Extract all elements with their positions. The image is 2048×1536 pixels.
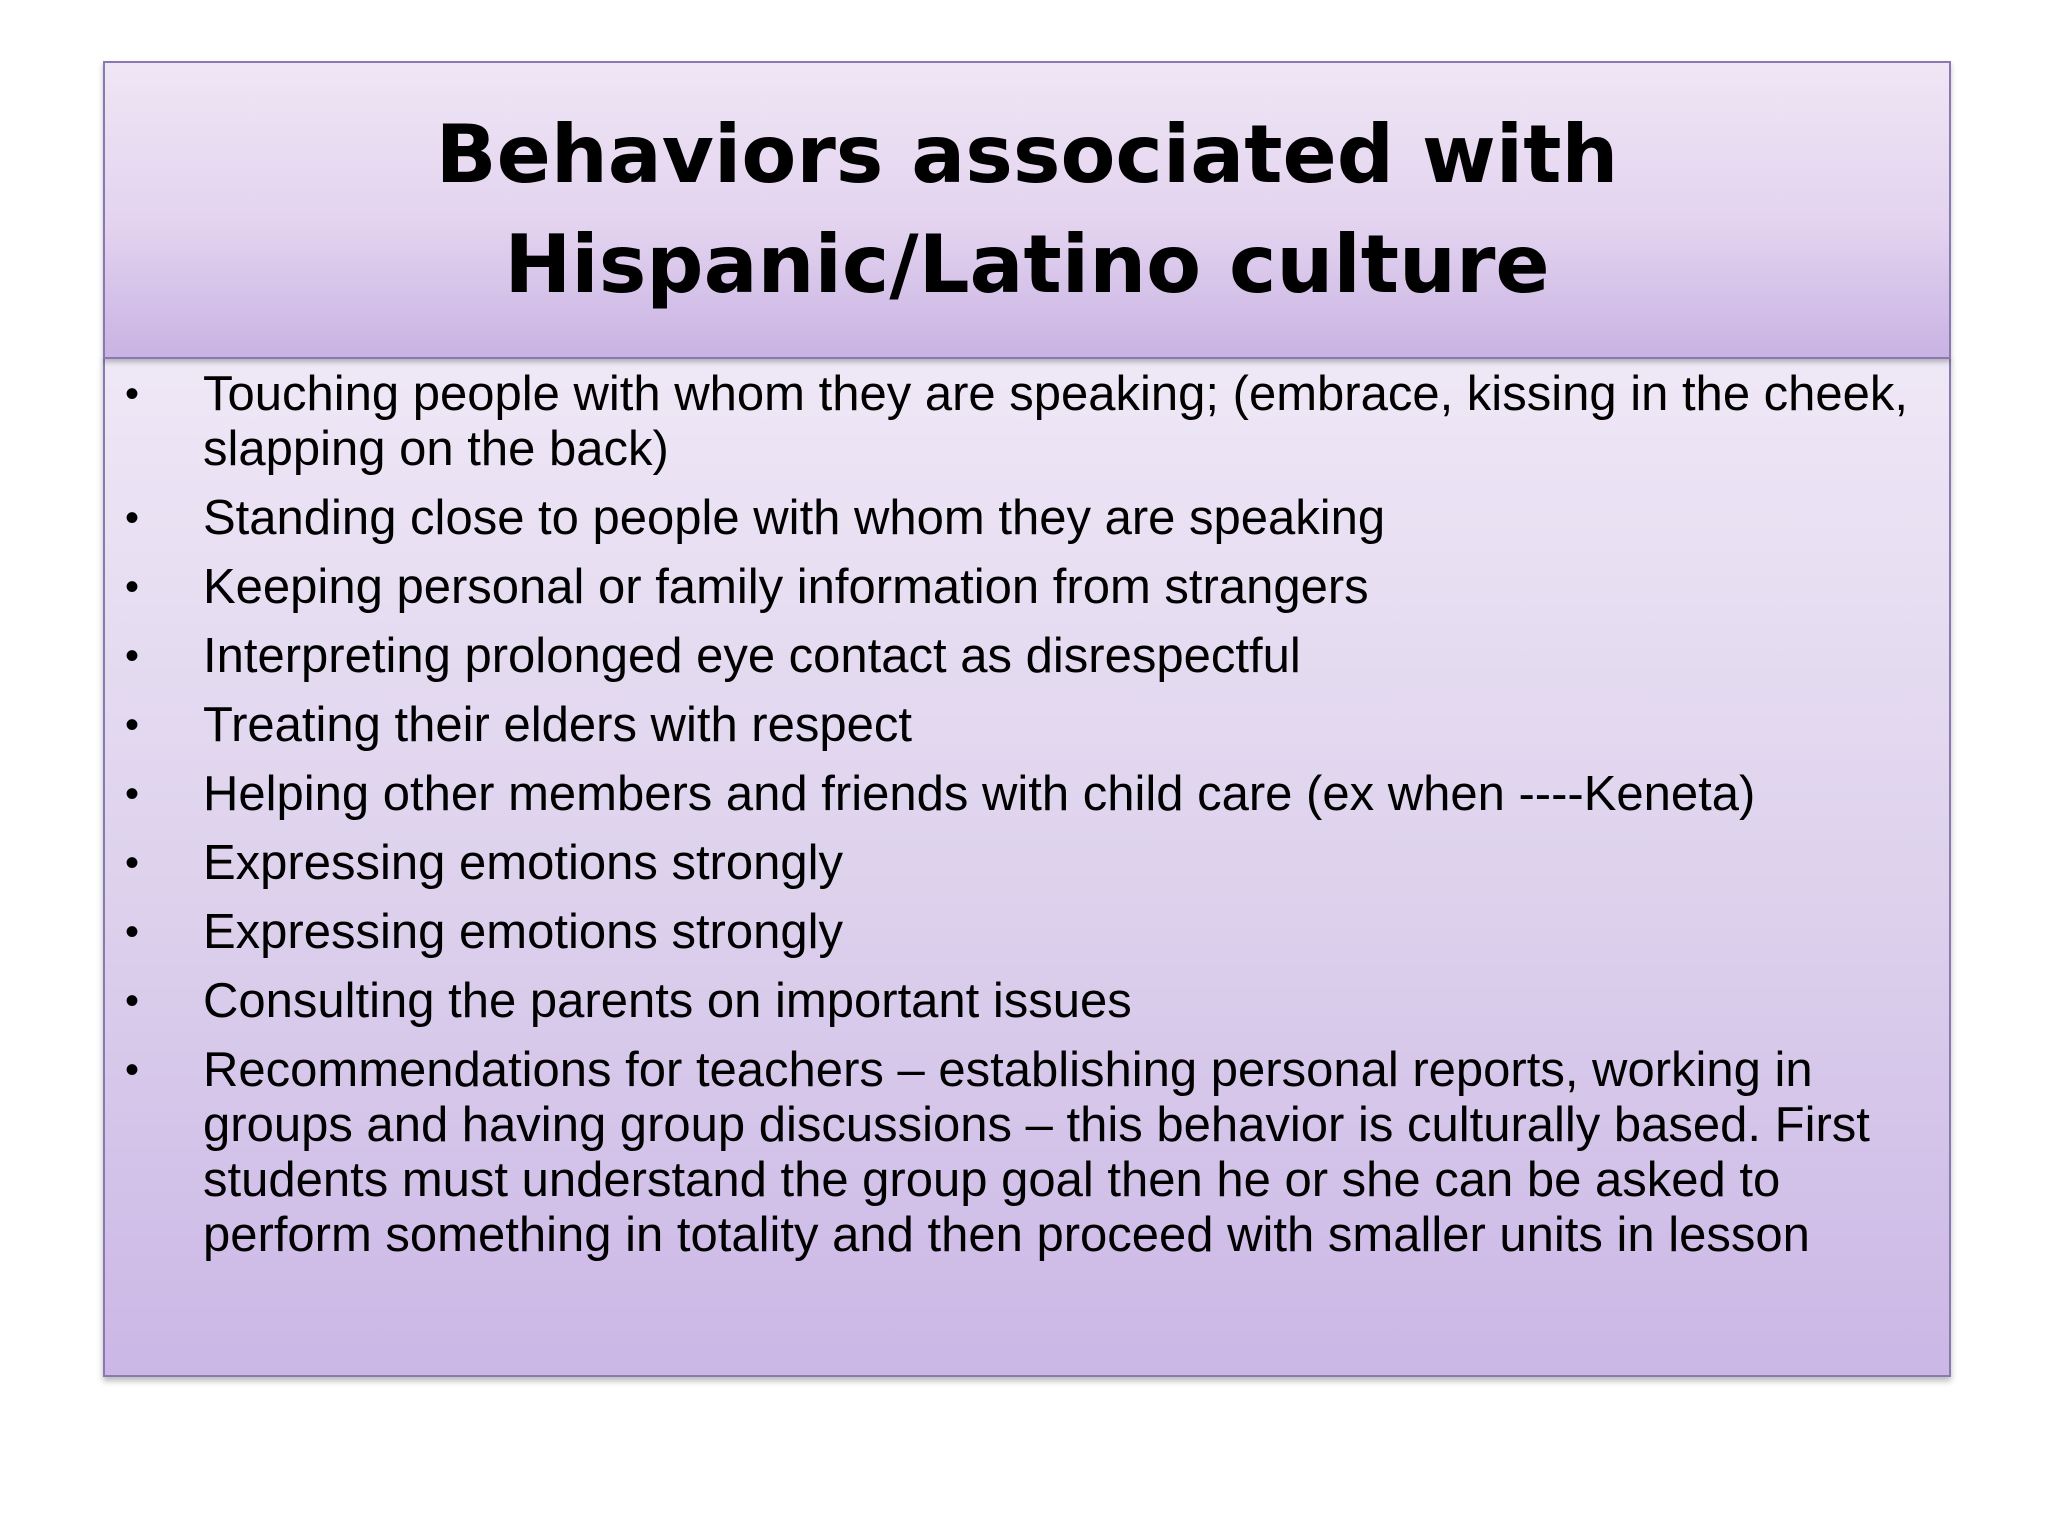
bullet-item: [105, 629, 1939, 684]
bullet-dot-icon: •: [125, 1048, 140, 1092]
bullet-dot-icon: •: [125, 772, 140, 816]
bullet-dot-icon: •: [125, 703, 140, 747]
bullet-dot-icon: •: [125, 496, 140, 540]
bullet-item: [105, 698, 1939, 753]
bullet-dot-icon: •: [125, 910, 140, 954]
bullet-item: [105, 905, 1939, 960]
bullet-dot-icon: •: [125, 841, 140, 885]
bullet-dot-icon: •: [125, 565, 140, 609]
bullet-dot-icon: •: [125, 372, 140, 416]
bullet-text: Helping other members and friends with child care (ex when ----Keneta): [203, 767, 1756, 821]
bullet-text: Keeping personal or family information from strangers: [203, 560, 1369, 614]
bullet-item: [105, 491, 1939, 546]
bullet-text: Standing close to people with whom they are speaking: [203, 491, 1386, 545]
slide-title: Behaviors associated with Hispanic/Latino culture: [435, 108, 1619, 311]
bullet-text: Consulting the parents on important issues: [203, 974, 1132, 1028]
bullet-dot-icon: •: [125, 634, 140, 678]
bullet-item: [105, 1043, 1939, 1263]
bullet-text: Interpreting prolonged eye contact as disrespectful: [203, 629, 1301, 683]
bullet-text: Recommendations for teachers – establishing personal reports, working in groups and having group discussions – this behavior is culturally based. First students must understand the group goal then he or she can be asked to perform something in totality and then proceed with smaller units in lesson: [203, 1043, 1870, 1262]
bullet-list: [105, 357, 1949, 1263]
bullet-dot-icon: •: [125, 979, 140, 1023]
bullet-text: Touching people with whom they are speaking; (embrace, kissing in the cheek, slapping on the back): [203, 367, 1909, 476]
bullet-item: [105, 367, 1939, 477]
bullet-item: [105, 974, 1939, 1029]
bullet-item: [105, 767, 1939, 822]
bullet-text: Treating their elders with respect: [203, 698, 912, 752]
bullet-text: Expressing emotions strongly: [203, 836, 844, 890]
bullet-text: Expressing emotions strongly: [203, 905, 844, 959]
bullet-item: [105, 560, 1939, 615]
bullet-item: [105, 836, 1939, 891]
title-box: [103, 61, 1951, 359]
content-box: [103, 357, 1951, 1377]
